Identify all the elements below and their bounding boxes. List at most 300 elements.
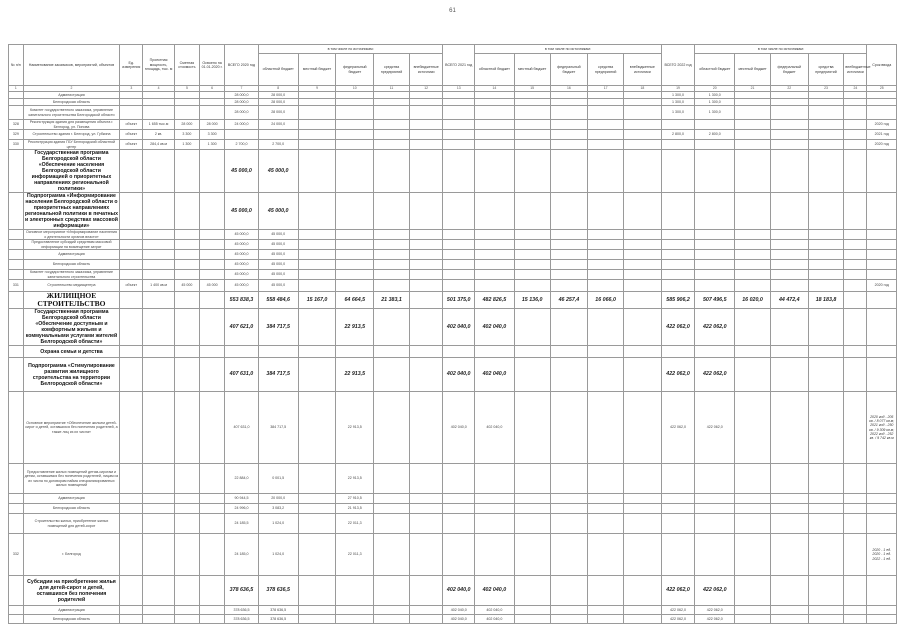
row-value	[443, 130, 474, 140]
row-value	[770, 346, 808, 358]
row-value	[550, 576, 588, 606]
row-value	[474, 270, 514, 280]
row-cost	[174, 346, 199, 358]
row-value	[623, 270, 661, 280]
row-value	[623, 250, 661, 260]
row-unit	[120, 106, 143, 120]
row-value	[808, 140, 844, 150]
row-value: 16 020,0	[735, 292, 771, 309]
row-name: Белгородская область	[23, 260, 120, 270]
row-value	[550, 309, 588, 346]
row-cost	[174, 606, 199, 615]
row-value	[514, 106, 550, 120]
page-number: 61	[449, 8, 456, 14]
row-capacity	[143, 99, 174, 106]
row-value: 90 944,5	[225, 494, 259, 504]
row-value	[735, 250, 771, 260]
table-row	[9, 140, 897, 150]
row-cost	[174, 240, 199, 250]
row-value: 407 631,0	[225, 358, 259, 392]
row-value	[374, 309, 410, 346]
col-federal-2020: федеральный бюджет	[336, 54, 374, 86]
row-value	[623, 280, 661, 292]
row-cost	[174, 534, 199, 576]
row-value	[374, 260, 410, 270]
row-capacity	[143, 504, 174, 514]
row-value	[770, 514, 808, 534]
col-enterprise-2022: средства предприятий	[808, 54, 844, 86]
row-value	[661, 120, 695, 130]
row-value	[298, 358, 336, 392]
row-name: Субсидии на приобретение жилья для детей-сирот и детей, оставшихся без попечения родителей	[23, 576, 120, 606]
row-unit	[120, 99, 143, 106]
row-value	[623, 292, 661, 309]
row-value	[588, 99, 624, 106]
row-value: 402 040,0	[474, 392, 514, 464]
row-value	[514, 240, 550, 250]
row-term	[867, 358, 897, 392]
row-value	[336, 140, 374, 150]
row-value	[623, 309, 661, 346]
row-value: 45 000,0	[258, 193, 298, 230]
row-value	[514, 606, 550, 615]
row-value	[844, 280, 867, 292]
row-value: 45 000,0	[225, 230, 259, 240]
row-value	[298, 106, 336, 120]
row-done	[199, 346, 224, 358]
row-value	[374, 240, 410, 250]
row-value	[735, 280, 771, 292]
row-term: 2020 год	[867, 140, 897, 150]
row-value	[844, 92, 867, 99]
row-unit	[120, 504, 143, 514]
row-value	[336, 606, 374, 615]
row-value	[623, 92, 661, 99]
row-capacity	[143, 106, 174, 120]
table-row	[9, 193, 897, 230]
row-value	[550, 240, 588, 250]
row-value	[588, 576, 624, 606]
col-sources-2022: в том числе по источникам:	[695, 45, 867, 54]
row-unit	[120, 346, 143, 358]
row-value: 45 000,0	[225, 270, 259, 280]
table-row	[9, 99, 897, 106]
row-value	[695, 534, 735, 576]
row-term	[867, 464, 897, 494]
index-cell: 5	[174, 86, 199, 92]
row-value	[808, 358, 844, 392]
row-value	[695, 260, 735, 270]
row-value: 378 636,5	[258, 615, 298, 624]
row-value	[623, 464, 661, 494]
row-term	[867, 292, 897, 309]
row-value: 384 717,5	[258, 358, 298, 392]
row-value: 422 062,0	[661, 606, 695, 615]
row-value	[588, 514, 624, 534]
row-value	[474, 150, 514, 193]
row-value	[770, 358, 808, 392]
row-name: г. Белгород	[23, 534, 120, 576]
row-value: 1 300,0	[661, 106, 695, 120]
row-value: 1 300,0	[695, 92, 735, 99]
row-value: 15 167,0	[298, 292, 336, 309]
row-value	[514, 504, 550, 514]
row-value	[661, 504, 695, 514]
row-value	[550, 534, 588, 576]
row-value	[735, 240, 771, 250]
row-name: Реконструкция здания ГБУ Белгородский областной центр	[23, 140, 120, 150]
row-value: 45 000,0	[258, 280, 298, 292]
row-cost	[174, 464, 199, 494]
row-done: 3 300	[199, 130, 224, 140]
row-value: 422 062,0	[661, 615, 695, 624]
row-value	[735, 120, 771, 130]
table-row	[9, 615, 897, 624]
row-term	[867, 606, 897, 615]
table-row	[9, 250, 897, 260]
row-value: 402 040,0	[474, 576, 514, 606]
row-value	[588, 309, 624, 346]
row-value	[808, 309, 844, 346]
row-value	[474, 130, 514, 140]
row-value: 18 183,8	[808, 292, 844, 309]
row-number	[9, 358, 24, 392]
row-term	[867, 106, 897, 120]
row-cost	[174, 504, 199, 514]
row-value	[409, 280, 443, 292]
row-value	[770, 193, 808, 230]
row-value: 378 636,5	[225, 615, 259, 624]
row-value	[409, 130, 443, 140]
index-cell: 11	[374, 86, 410, 92]
row-value	[474, 280, 514, 292]
row-cost	[174, 615, 199, 624]
col-nonbudget-2021: внебюджетные источники	[623, 54, 661, 86]
row-value	[258, 346, 298, 358]
row-value	[514, 464, 550, 494]
row-value: 45 000,0	[225, 150, 259, 193]
row-value	[695, 250, 735, 260]
table-row	[9, 270, 897, 280]
row-cost: 45 000	[174, 280, 199, 292]
row-value	[409, 120, 443, 130]
row-value: 45 000,0	[258, 150, 298, 193]
row-capacity	[143, 240, 174, 250]
row-value	[844, 120, 867, 130]
col-unit: Ед. измерения	[120, 45, 143, 86]
row-value: 45 000,0	[258, 240, 298, 250]
row-done	[199, 615, 224, 624]
row-number	[9, 606, 24, 615]
row-value	[550, 494, 588, 504]
row-value: 422 062,0	[661, 309, 695, 346]
row-done	[199, 464, 224, 494]
row-value: 45 000,0	[225, 240, 259, 250]
row-value: 482 826,5	[474, 292, 514, 309]
row-value	[550, 270, 588, 280]
row-number	[9, 392, 24, 464]
row-value	[336, 193, 374, 230]
row-value	[550, 504, 588, 514]
col-sources-2020: в том числе по источникам:	[258, 45, 443, 54]
row-unit	[120, 260, 143, 270]
row-name: Комитет государственного заказчика, управление капитального строительства Белгородской области	[23, 106, 120, 120]
row-name: Комитет государственного заказчика, управление капитального строительства	[23, 270, 120, 280]
col-total-2020: ВСЕГО 2020 год	[225, 45, 259, 86]
row-value	[514, 250, 550, 260]
row-value: 45 000,0	[258, 230, 298, 240]
row-cost	[174, 193, 199, 230]
row-term	[867, 309, 897, 346]
row-value	[443, 464, 474, 494]
row-value	[474, 120, 514, 130]
row-value	[374, 106, 410, 120]
row-capacity	[143, 534, 174, 576]
row-value	[844, 514, 867, 534]
row-value	[374, 99, 410, 106]
row-value: 1 024,0	[258, 514, 298, 534]
row-value: 24 185,0	[225, 534, 259, 576]
row-value	[588, 250, 624, 260]
col-local-2020: местный бюджет	[298, 54, 336, 86]
row-value	[374, 615, 410, 624]
row-value	[844, 150, 867, 193]
row-value	[336, 250, 374, 260]
row-cost	[174, 99, 199, 106]
row-value	[588, 260, 624, 270]
row-unit	[120, 392, 143, 464]
row-value	[298, 150, 336, 193]
row-capacity	[143, 250, 174, 260]
row-value	[443, 514, 474, 534]
row-value	[443, 260, 474, 270]
row-empty	[143, 292, 174, 309]
row-value: 24 185,5	[225, 514, 259, 534]
row-capacity	[143, 230, 174, 240]
row-value	[514, 346, 550, 358]
row-value	[770, 230, 808, 240]
row-unit	[120, 464, 143, 494]
row-term	[867, 615, 897, 624]
index-cell: 23	[808, 86, 844, 92]
row-term	[867, 346, 897, 358]
row-value	[661, 193, 695, 230]
row-value	[374, 576, 410, 606]
row-value	[443, 99, 474, 106]
row-number	[9, 615, 24, 624]
row-unit	[120, 270, 143, 280]
row-value	[298, 346, 336, 358]
table-row	[9, 260, 897, 270]
row-value	[374, 494, 410, 504]
row-value	[298, 99, 336, 106]
row-name: Администрация	[23, 494, 120, 504]
row-empty	[120, 292, 143, 309]
row-value	[550, 280, 588, 292]
row-unit	[120, 150, 143, 193]
col-nonbudget-2020: внебюджетные источники	[409, 54, 443, 86]
row-name: Предоставление субсидий средствам массовой информации на возмещение затрат	[23, 240, 120, 250]
row-value	[409, 514, 443, 534]
row-value	[374, 230, 410, 240]
row-value	[550, 346, 588, 358]
row-value	[695, 504, 735, 514]
row-capacity	[143, 270, 174, 280]
index-cell: 8	[258, 86, 298, 92]
row-value	[808, 514, 844, 534]
row-value	[514, 99, 550, 106]
index-cell: 15	[514, 86, 550, 92]
index-cell: 4	[143, 86, 174, 92]
row-value: 1 300,0	[661, 99, 695, 106]
row-capacity	[143, 150, 174, 193]
row-value	[514, 140, 550, 150]
row-value	[514, 392, 550, 464]
row-value: 24 000,0	[258, 120, 298, 130]
row-value: 28 000,0	[258, 92, 298, 99]
table-row	[9, 150, 897, 193]
row-value	[550, 260, 588, 270]
row-value	[623, 120, 661, 130]
row-value: 24 996,0	[225, 504, 259, 514]
row-unit	[120, 193, 143, 230]
col-capacity: Проектная мощность, площадь, тыс. м	[143, 45, 174, 86]
row-done	[199, 106, 224, 120]
row-value	[770, 606, 808, 615]
row-value	[623, 514, 661, 534]
row-value	[844, 193, 867, 230]
row-value	[844, 606, 867, 615]
row-cost	[174, 270, 199, 280]
row-name: Охрана семьи и детства	[23, 346, 120, 358]
row-value	[695, 494, 735, 504]
row-value	[298, 392, 336, 464]
index-cell: 14	[474, 86, 514, 92]
row-value	[443, 250, 474, 260]
row-value	[474, 464, 514, 494]
row-value	[443, 494, 474, 504]
row-value	[336, 270, 374, 280]
col-cost-to-date: Освоено на 01.01.2020 г.	[199, 45, 224, 86]
row-value	[844, 464, 867, 494]
row-value	[409, 250, 443, 260]
row-value	[623, 358, 661, 392]
row-value	[336, 106, 374, 120]
row-capacity: 284,4 кв.м	[143, 140, 174, 150]
table-row	[9, 576, 897, 606]
row-number	[9, 576, 24, 606]
row-value	[409, 292, 443, 309]
row-done	[199, 358, 224, 392]
row-value	[735, 140, 771, 150]
row-cost	[174, 230, 199, 240]
row-number: 329	[9, 130, 24, 140]
row-value	[770, 250, 808, 260]
row-value	[588, 130, 624, 140]
row-value	[550, 392, 588, 464]
row-value	[808, 250, 844, 260]
index-cell: 19	[661, 86, 695, 92]
row-value: 422 062,0	[695, 576, 735, 606]
row-value: 20 000,0	[258, 494, 298, 504]
row-value	[695, 346, 735, 358]
row-name: Реконструкция здания для размещения объекта г. Белгород, ул. Попова	[23, 120, 120, 130]
row-number	[9, 99, 24, 106]
row-value	[808, 260, 844, 270]
row-value	[409, 494, 443, 504]
row-value	[550, 140, 588, 150]
row-value	[474, 534, 514, 576]
row-value	[661, 280, 695, 292]
row-value	[770, 106, 808, 120]
row-value	[550, 150, 588, 193]
row-value: 28 000,0	[258, 106, 298, 120]
row-number: 332	[9, 534, 24, 576]
row-value: 402 040,0	[474, 615, 514, 624]
row-value	[735, 92, 771, 99]
row-value	[623, 576, 661, 606]
row-number	[9, 346, 24, 358]
row-value	[409, 140, 443, 150]
row-value	[588, 120, 624, 130]
row-value: 46 257,4	[550, 292, 588, 309]
row-value	[808, 606, 844, 615]
row-value	[298, 250, 336, 260]
row-value	[225, 346, 259, 358]
row-value	[735, 504, 771, 514]
row-value: 45 000,0	[258, 250, 298, 260]
budget-table-sheet	[8, 44, 897, 621]
table-row	[9, 392, 897, 464]
row-value	[770, 130, 808, 140]
row-name: Белгородская область	[23, 615, 120, 624]
row-value	[661, 260, 695, 270]
row-value	[298, 230, 336, 240]
table-row	[9, 309, 897, 346]
row-value	[808, 240, 844, 250]
row-capacity	[143, 464, 174, 494]
row-value	[770, 270, 808, 280]
row-value	[474, 504, 514, 514]
row-name: Белгородская область	[23, 504, 120, 514]
row-unit: объект	[120, 280, 143, 292]
row-value	[514, 280, 550, 292]
row-value: 45 000,0	[258, 260, 298, 270]
row-value	[336, 92, 374, 99]
row-value	[735, 193, 771, 230]
row-value: 22 913,5	[336, 309, 374, 346]
row-unit: объект	[120, 140, 143, 150]
row-value	[808, 392, 844, 464]
row-value	[550, 464, 588, 494]
row-value	[374, 92, 410, 99]
row-value	[514, 615, 550, 624]
row-value	[661, 346, 695, 358]
row-number	[9, 292, 24, 309]
row-value	[770, 140, 808, 150]
row-value	[409, 606, 443, 615]
index-cell: 6	[199, 86, 224, 92]
row-value: 45 000,0	[225, 250, 259, 260]
index-cell: 22	[770, 86, 808, 92]
row-done	[199, 514, 224, 534]
row-value: 378 636,5	[225, 606, 259, 615]
row-value	[661, 250, 695, 260]
row-value: 28 000,0	[258, 99, 298, 106]
row-done	[199, 270, 224, 280]
col-federal-2022: федеральный бюджет	[770, 54, 808, 86]
row-done	[199, 99, 224, 106]
